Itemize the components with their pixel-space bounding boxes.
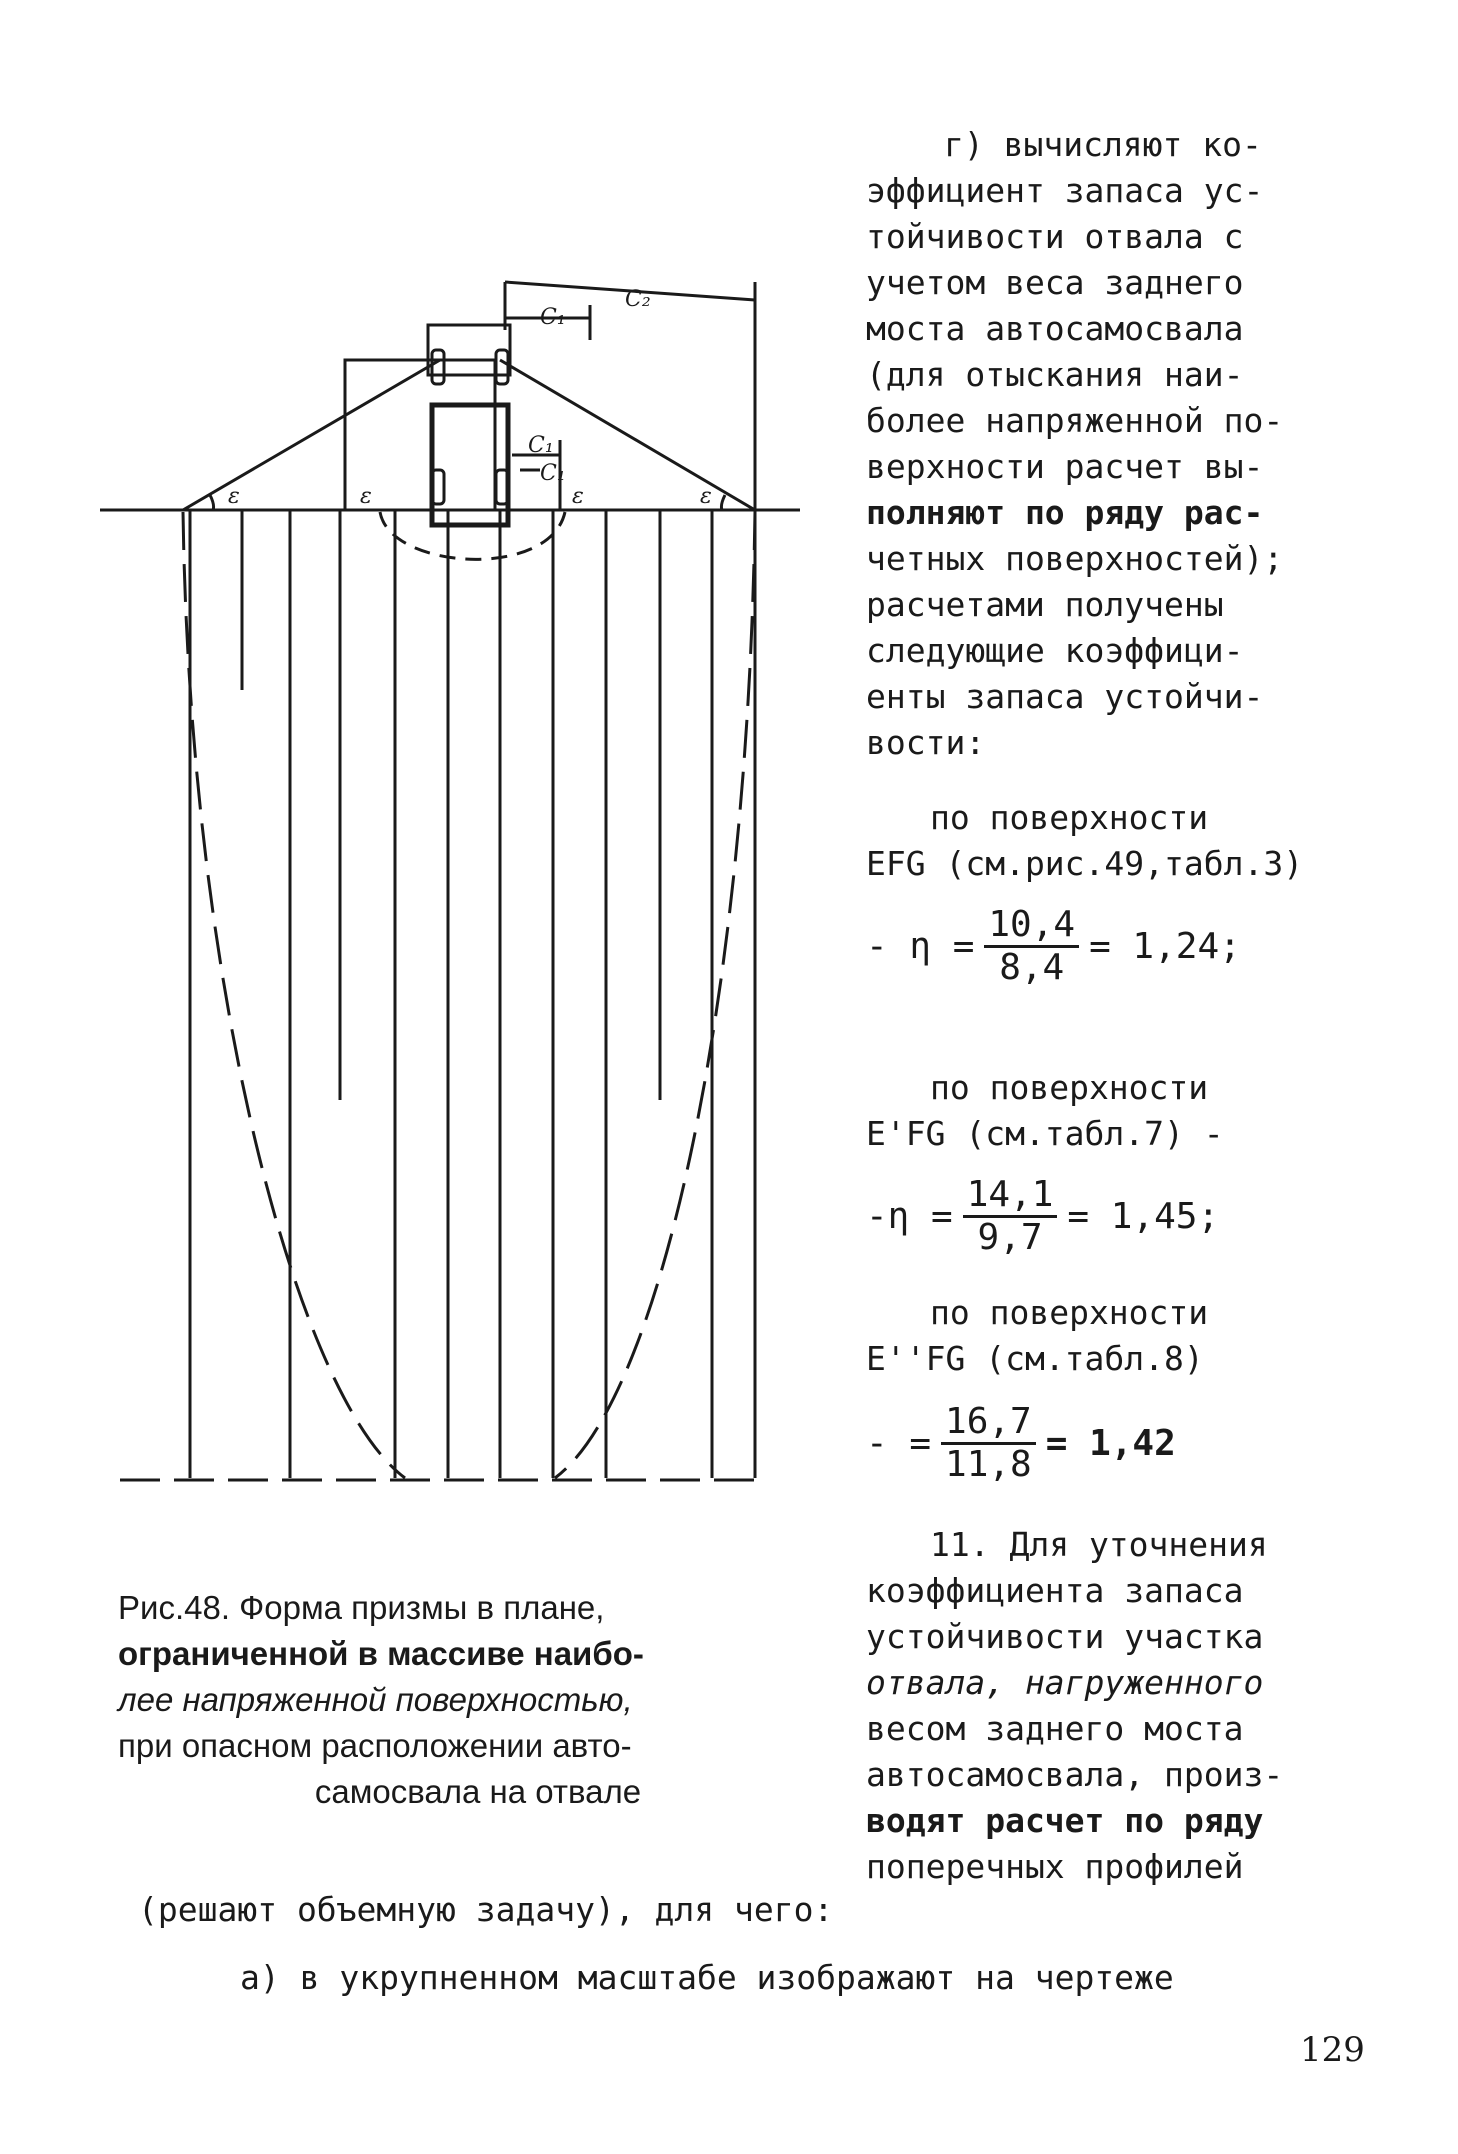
text-line: коэффициента запаса: [866, 1571, 1244, 1610]
section-11-text: [866, 1522, 1346, 1890]
right-column-paragraph: [866, 122, 1346, 766]
text-line: поперечных профилей: [866, 1847, 1244, 1886]
text-line: отвала, нагруженного: [866, 1663, 1264, 1702]
section-11-paragraph: [866, 1522, 1346, 1890]
caption-line: Рис.48. Форма призмы в плане,: [118, 1589, 605, 1626]
text-line: автосамосвала, произ-: [866, 1755, 1284, 1794]
text-line: полняют по ряду рас-: [866, 493, 1264, 532]
surface-label: по поверхности: [930, 798, 1209, 837]
formula-efg: [866, 905, 1241, 988]
label-angle-mid-left: ε: [360, 484, 372, 509]
surface-e1fg-block: [866, 1065, 1224, 1157]
formula-prefix: -η =: [866, 1196, 953, 1237]
formula-result: = 1,45;: [1067, 1196, 1220, 1237]
label-angle-mid-right: ε: [572, 484, 584, 509]
caption-line: лее напряженной поверхностью,: [118, 1681, 633, 1718]
text-line: учетом веса заднего: [866, 263, 1244, 302]
text-line: г) вычисляют ко-: [944, 125, 1262, 164]
label-angle-right: ε: [700, 484, 712, 509]
caption-line: при опасном расположении авто-: [118, 1727, 632, 1764]
inner-arc: [380, 512, 565, 559]
text-line: более напряженной по-: [866, 401, 1284, 440]
vertical-grid-lines: [190, 510, 755, 1478]
surface-ref: E''FG (см.табл.8): [866, 1339, 1204, 1378]
fraction: [963, 1175, 1058, 1258]
prism-boundary-right: [555, 512, 755, 1478]
text-line: верхности расчет вы-: [866, 447, 1264, 486]
text-line: расчетами получены: [866, 585, 1224, 624]
label-c1-small: C₁: [528, 433, 554, 458]
caption-line: самосвала на отвале: [314, 1773, 642, 1810]
formula-result: = 1,42: [1045, 1423, 1176, 1464]
fraction: [941, 1402, 1036, 1485]
truck-body: [432, 405, 508, 525]
page-number: 129: [1300, 2030, 1365, 2070]
numerator: 16,7: [941, 1402, 1036, 1445]
surface-ref: E'FG (см.табл.7) -: [866, 1114, 1224, 1153]
label-c1-top: C₁: [540, 305, 566, 330]
label-c-mid: C₁: [540, 461, 566, 486]
formula-prefix: - η =: [866, 926, 975, 967]
text-line: вости:: [866, 723, 986, 762]
coefficient-paragraph: [866, 122, 1346, 766]
bottom-line-1: (решают объемную задачу), для чего:: [138, 1890, 834, 1929]
label-c2: C₂: [625, 287, 651, 312]
text-line: (для отыскания наи-: [866, 355, 1244, 394]
formula-result: = 1,24;: [1089, 926, 1241, 967]
text-line: тойчивости отвала с: [866, 217, 1244, 256]
formula-e1fg: [866, 1175, 1219, 1258]
prism-boundary-left: [183, 512, 405, 1478]
denominator: 9,7: [977, 1217, 1043, 1258]
label-angle-left: ε: [228, 484, 240, 509]
denominator: 11,8: [945, 1444, 1032, 1485]
formula-prefix: - =: [866, 1423, 932, 1464]
text-line: моста автосамосвала: [866, 309, 1244, 348]
bottom-line-2: а) в укрупненном масштабе изображают на чертеже: [240, 1958, 1174, 1997]
denominator: 8,4: [999, 947, 1065, 988]
text-line: четных поверхностей);: [866, 539, 1284, 578]
text-line: 11. Для уточнения: [930, 1525, 1268, 1564]
text-line: весом заднего моста: [866, 1709, 1244, 1748]
fraction: [984, 905, 1079, 988]
numerator: 14,1: [963, 1175, 1058, 1218]
surface-label: по поверхности: [930, 1293, 1209, 1332]
numerator: 10,4: [984, 905, 1079, 948]
text-line: водят расчет по ряду: [866, 1801, 1264, 1840]
surface-ref: EFG (см.рис.49,табл.3): [866, 844, 1304, 883]
text-line: енты запаса устойчи-: [866, 677, 1264, 716]
caption-line: ограниченной в массиве наибо-: [118, 1635, 644, 1672]
text-line: устойчивости участка: [866, 1617, 1264, 1656]
formula-e2fg: [866, 1402, 1176, 1485]
text-line: эффициент запаса ус-: [866, 171, 1264, 210]
figure-caption: [118, 1585, 838, 1815]
surface-e2fg-block: [866, 1290, 1208, 1382]
text-line: следующие коэффици-: [866, 631, 1244, 670]
surface-label: по поверхности: [930, 1068, 1209, 1107]
surface-efg-block: [866, 795, 1303, 887]
